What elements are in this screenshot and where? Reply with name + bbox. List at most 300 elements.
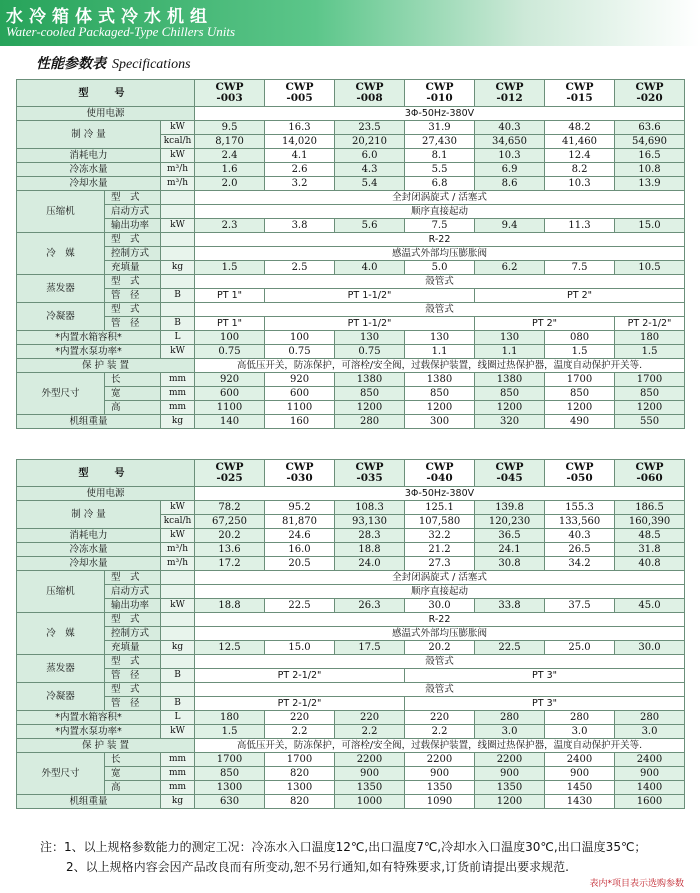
- sub-label: 型 式: [105, 613, 161, 627]
- value-cell: 1700: [265, 753, 335, 767]
- model-code: -025: [216, 472, 243, 484]
- value-cell: 2.0: [195, 177, 265, 191]
- value-cell: 0.75: [195, 345, 265, 359]
- section-label: 压缩机: [17, 571, 105, 613]
- value-cell: 080: [545, 331, 615, 345]
- unit-cell: [161, 233, 195, 247]
- value-cell: 850: [335, 387, 405, 401]
- model-name: CWP: [495, 81, 524, 93]
- value-cell: 186.5: [615, 501, 685, 515]
- spec-row: [17, 711, 685, 725]
- value-cell: 34,650: [475, 135, 545, 149]
- value-cell: 820: [265, 767, 335, 781]
- spec-row: [17, 683, 685, 697]
- unit-cell: mm: [161, 753, 195, 767]
- value-cell: 1350: [405, 781, 475, 795]
- model-code: -015: [566, 92, 593, 104]
- model-label: 型 号: [17, 80, 195, 107]
- value-cell: 31.9: [405, 121, 475, 135]
- value-cell: 2.5: [265, 261, 335, 275]
- value-cell: 48.5: [615, 529, 685, 543]
- value-cell: 850: [195, 767, 265, 781]
- group-value: PT 2": [475, 289, 685, 303]
- value-cell: 2200: [335, 753, 405, 767]
- value-cell: 16.3: [265, 121, 335, 135]
- unit-cell: kcal/h: [161, 515, 195, 529]
- spec-row: [17, 261, 685, 275]
- value-cell: 1100: [195, 401, 265, 415]
- value-cell: 20.2: [195, 529, 265, 543]
- value-cell: 63.6: [615, 121, 685, 135]
- value-cell: 125.1: [405, 501, 475, 515]
- value-cell: 7.5: [545, 261, 615, 275]
- group-value: PT 2-1/2": [615, 317, 685, 331]
- model-cell: [615, 80, 685, 107]
- value-cell: 220: [405, 711, 475, 725]
- value-cell: 0.75: [335, 345, 405, 359]
- unit-cell: [161, 613, 195, 627]
- model-label: 型 号: [17, 460, 195, 487]
- spec-row: [17, 401, 685, 415]
- value-cell: 31.8: [615, 543, 685, 557]
- value-cell: 1200: [475, 795, 545, 809]
- spec-row: [17, 599, 685, 613]
- unit-cell: kg: [161, 641, 195, 655]
- group-value: PT 2": [475, 317, 615, 331]
- sub-label: 控制方式: [105, 627, 161, 641]
- model-code: -045: [496, 472, 523, 484]
- model-code: -030: [286, 472, 313, 484]
- row-label: 使用电源: [17, 487, 195, 501]
- unit-cell: [161, 205, 195, 219]
- value-cell: 37.5: [545, 599, 615, 613]
- row-span-value: 顺序直接起动: [195, 205, 685, 219]
- sub-label: 长: [105, 373, 161, 387]
- spec-row: [17, 697, 685, 711]
- value-cell: 9.4: [475, 219, 545, 233]
- sub-label: 宽: [105, 767, 161, 781]
- spec-row: [17, 725, 685, 739]
- spec-row: [17, 585, 685, 599]
- value-cell: 900: [335, 767, 405, 781]
- value-cell: 40.3: [475, 121, 545, 135]
- sub-label: 输出功率: [105, 599, 161, 613]
- value-cell: 0.75: [265, 345, 335, 359]
- row-label: 保 护 装 置: [17, 359, 195, 373]
- model-name: CWP: [215, 461, 244, 473]
- group-value: PT 2-1/2": [195, 669, 405, 683]
- value-cell: 2200: [475, 753, 545, 767]
- unit-cell: kg: [161, 261, 195, 275]
- value-cell: 20,210: [335, 135, 405, 149]
- value-cell: 9.5: [195, 121, 265, 135]
- spec-row: [17, 781, 685, 795]
- value-cell: 107,580: [405, 515, 475, 529]
- value-cell: 6.9: [475, 163, 545, 177]
- unit-cell: kW: [161, 501, 195, 515]
- model-name: CWP: [425, 461, 454, 473]
- value-cell: 490: [545, 415, 615, 429]
- value-cell: 130: [335, 331, 405, 345]
- row-label: 机组重量: [17, 415, 161, 429]
- value-cell: 155.3: [545, 501, 615, 515]
- value-cell: 24.1: [475, 543, 545, 557]
- row-span-value: 高低压开关，防冻保护，可溶栓/安全阀，过载保护装置，线圈过热保护器，温度自动保护开关等.: [195, 739, 685, 753]
- value-cell: 630: [195, 795, 265, 809]
- value-cell: 1.5: [195, 725, 265, 739]
- value-cell: 1200: [615, 401, 685, 415]
- spec-row: [17, 767, 685, 781]
- value-cell: 2.2: [265, 725, 335, 739]
- value-cell: 1400: [615, 781, 685, 795]
- unit-cell: mm: [161, 401, 195, 415]
- value-cell: 3.0: [475, 725, 545, 739]
- value-cell: 11.3: [545, 219, 615, 233]
- model-cell: [545, 460, 615, 487]
- model-code: -050: [566, 472, 593, 484]
- row-label: *内置水泵功率*: [17, 345, 161, 359]
- section-label: 冷凝器: [17, 303, 105, 331]
- value-cell: 600: [265, 387, 335, 401]
- sub-label: 充填量: [105, 261, 161, 275]
- value-cell: 850: [405, 387, 475, 401]
- value-cell: 24.0: [335, 557, 405, 571]
- spec-row: [17, 303, 685, 317]
- spec-row: [17, 501, 685, 515]
- spec-table-1: [16, 79, 685, 429]
- section-title-cn: 性能参数表: [36, 56, 106, 72]
- value-cell: 850: [475, 387, 545, 401]
- spec-row: [17, 571, 685, 585]
- spec-row: [17, 205, 685, 219]
- unit-cell: kW: [161, 529, 195, 543]
- value-cell: 100: [195, 331, 265, 345]
- unit-cell: mm: [161, 387, 195, 401]
- unit-cell: [161, 585, 195, 599]
- model-name: CWP: [215, 81, 244, 93]
- value-cell: 1.1: [405, 345, 475, 359]
- unit-cell: [161, 683, 195, 697]
- spec-row: [17, 219, 685, 233]
- row-label: 冷冻水量: [17, 163, 161, 177]
- sub-label: 管 径: [105, 669, 161, 683]
- value-cell: 1.1: [475, 345, 545, 359]
- unit-cell: kW: [161, 345, 195, 359]
- spec-row: [17, 247, 685, 261]
- model-name: CWP: [565, 461, 594, 473]
- value-cell: 67,250: [195, 515, 265, 529]
- value-cell: 280: [615, 711, 685, 725]
- row-span-value: R-22: [195, 613, 685, 627]
- value-cell: 13.6: [195, 543, 265, 557]
- sub-label: 宽: [105, 387, 161, 401]
- unit-cell: B: [161, 317, 195, 331]
- value-cell: 12.4: [545, 149, 615, 163]
- value-cell: 17.2: [195, 557, 265, 571]
- row-label: 机组重量: [17, 795, 161, 809]
- model-cell: [335, 460, 405, 487]
- unit-cell: mm: [161, 767, 195, 781]
- value-cell: 2.4: [195, 149, 265, 163]
- value-cell: 180: [615, 331, 685, 345]
- sub-label: 型 式: [105, 275, 161, 289]
- sub-label: 长: [105, 753, 161, 767]
- value-cell: 13.9: [615, 177, 685, 191]
- value-cell: 2200: [405, 753, 475, 767]
- value-cell: 820: [265, 795, 335, 809]
- group-value: PT 1-1/2": [265, 289, 475, 303]
- spec-row: [17, 331, 685, 345]
- spec-row: [17, 387, 685, 401]
- row-span-value: 全封闭涡旋式 / 活塞式: [195, 571, 685, 585]
- value-cell: 550: [615, 415, 685, 429]
- footnote: 表内*项目表示选购参数: [589, 879, 684, 889]
- model-cell: [545, 80, 615, 107]
- value-cell: 4.0: [335, 261, 405, 275]
- value-cell: 34.2: [545, 557, 615, 571]
- value-cell: 1430: [545, 795, 615, 809]
- value-cell: 3.0: [615, 725, 685, 739]
- value-cell: 130: [405, 331, 475, 345]
- section-label: 冷 媒: [17, 613, 105, 655]
- row-label: *内置水箱容积*: [17, 711, 161, 725]
- value-cell: 108.3: [335, 501, 405, 515]
- sub-label: 高: [105, 781, 161, 795]
- value-cell: 280: [335, 415, 405, 429]
- value-cell: 1200: [405, 401, 475, 415]
- value-cell: 1.5: [195, 261, 265, 275]
- group-value: PT 1": [195, 289, 265, 303]
- value-cell: 26.3: [335, 599, 405, 613]
- spec-row: [17, 163, 685, 177]
- unit-cell: [161, 275, 195, 289]
- value-cell: 5.0: [405, 261, 475, 275]
- value-cell: 6.8: [405, 177, 475, 191]
- value-cell: 23.5: [335, 121, 405, 135]
- row-span-value: 殼管式: [195, 303, 685, 317]
- note-1: 注：1、以上规格参数能力的测定工况：冷冻水入口温度12℃,出口温度7℃,冷却水入口温度30℃,出口温度35℃；: [40, 840, 647, 854]
- value-cell: 1300: [195, 781, 265, 795]
- value-cell: 7.5: [405, 219, 475, 233]
- value-cell: 10.3: [475, 149, 545, 163]
- value-cell: 28.3: [335, 529, 405, 543]
- section-label: 蒸发器: [17, 655, 105, 683]
- value-cell: 920: [265, 373, 335, 387]
- value-cell: 1700: [195, 753, 265, 767]
- model-cell: [405, 460, 475, 487]
- value-cell: 41,460: [545, 135, 615, 149]
- section-label: 冷凝器: [17, 683, 105, 711]
- unit-cell: kg: [161, 795, 195, 809]
- value-cell: 40.8: [615, 557, 685, 571]
- sub-label: 启动方式: [105, 585, 161, 599]
- unit-cell: [161, 655, 195, 669]
- spec-row: [17, 557, 685, 571]
- value-cell: 280: [545, 711, 615, 725]
- model-name: CWP: [495, 461, 524, 473]
- spec-row: [17, 233, 685, 247]
- value-cell: 900: [475, 767, 545, 781]
- spec-row: [17, 795, 685, 809]
- sub-label: 型 式: [105, 303, 161, 317]
- spec-row: [17, 613, 685, 627]
- model-name: CWP: [355, 81, 384, 93]
- spec-row: [17, 177, 685, 191]
- value-cell: 130: [475, 331, 545, 345]
- model-code: -020: [636, 92, 663, 104]
- value-cell: 1380: [475, 373, 545, 387]
- model-name: CWP: [285, 81, 314, 93]
- value-cell: 30.8: [475, 557, 545, 571]
- value-cell: 180: [195, 711, 265, 725]
- value-cell: 30.0: [615, 641, 685, 655]
- value-cell: 27.3: [405, 557, 475, 571]
- spec-row: [17, 655, 685, 669]
- value-cell: 16.5: [615, 149, 685, 163]
- value-cell: 1700: [615, 373, 685, 387]
- unit-cell: kW: [161, 121, 195, 135]
- value-cell: 15.0: [615, 219, 685, 233]
- unit-cell: mm: [161, 373, 195, 387]
- spec-row: [17, 191, 685, 205]
- value-cell: 5.5: [405, 163, 475, 177]
- value-cell: 900: [615, 767, 685, 781]
- model-code: -012: [496, 92, 523, 104]
- section-label: 冷 媒: [17, 233, 105, 275]
- spec-row: [17, 317, 685, 331]
- unit-cell: B: [161, 289, 195, 303]
- value-cell: 95.2: [265, 501, 335, 515]
- value-cell: 48.2: [545, 121, 615, 135]
- page-title: 水冷箱体式冷水机组: [6, 7, 213, 27]
- unit-cell: L: [161, 711, 195, 725]
- section-title: [36, 53, 191, 73]
- value-cell: 4.3: [335, 163, 405, 177]
- value-cell: 20.5: [265, 557, 335, 571]
- value-cell: 220: [265, 711, 335, 725]
- unit-cell: kW: [161, 725, 195, 739]
- value-cell: 25.0: [545, 641, 615, 655]
- unit-cell: [161, 247, 195, 261]
- row-span-value: 全封闭涡旋式 / 活塞式: [195, 191, 685, 205]
- row-span-value: R-22: [195, 233, 685, 247]
- value-cell: 20.2: [405, 641, 475, 655]
- unit-cell: B: [161, 669, 195, 683]
- sub-label: 管 径: [105, 697, 161, 711]
- value-cell: 2.3: [195, 219, 265, 233]
- value-cell: 139.8: [475, 501, 545, 515]
- spec-row: [17, 275, 685, 289]
- value-cell: 850: [615, 387, 685, 401]
- value-cell: 160: [265, 415, 335, 429]
- model-cell: [195, 460, 265, 487]
- model-name: CWP: [635, 461, 664, 473]
- section-label: 外型尺寸: [17, 753, 105, 795]
- value-cell: 280: [475, 711, 545, 725]
- value-cell: 18.8: [195, 599, 265, 613]
- model-name: CWP: [635, 81, 664, 93]
- section-label: 蒸发器: [17, 275, 105, 303]
- spec-table-2-wrap: [16, 459, 684, 809]
- unit-cell: kW: [161, 599, 195, 613]
- sub-label: 输出功率: [105, 219, 161, 233]
- value-cell: 16.0: [265, 543, 335, 557]
- value-cell: 1380: [405, 373, 475, 387]
- value-cell: 5.4: [335, 177, 405, 191]
- spec-row: [17, 487, 685, 501]
- value-cell: 21.2: [405, 543, 475, 557]
- sub-label: 管 径: [105, 289, 161, 303]
- row-span-value: 高低压开关，防冻保护，可溶栓/安全阀，过载保护装置，线圈过热保护器，温度自动保护开关等.: [195, 359, 685, 373]
- spec-table-1-wrap: [16, 79, 684, 429]
- model-cell: [195, 80, 265, 107]
- spec-row: [17, 641, 685, 655]
- model-row: [17, 460, 685, 487]
- spec-row: [17, 359, 685, 373]
- row-label: 制 冷 量: [17, 501, 161, 529]
- spec-row: [17, 543, 685, 557]
- unit-cell: kcal/h: [161, 135, 195, 149]
- model-code: -003: [216, 92, 243, 104]
- sub-label: 高: [105, 401, 161, 415]
- value-cell: 6.2: [475, 261, 545, 275]
- sub-label: 型 式: [105, 571, 161, 585]
- value-cell: 1350: [475, 781, 545, 795]
- value-cell: 1090: [405, 795, 475, 809]
- value-cell: 120,230: [475, 515, 545, 529]
- value-cell: 22.5: [265, 599, 335, 613]
- unit-cell: kW: [161, 219, 195, 233]
- value-cell: 1100: [265, 401, 335, 415]
- value-cell: 81,870: [265, 515, 335, 529]
- value-cell: 1200: [335, 401, 405, 415]
- model-name: CWP: [565, 81, 594, 93]
- model-cell: [335, 80, 405, 107]
- sub-label: 型 式: [105, 683, 161, 697]
- row-label: 冷却水量: [17, 557, 161, 571]
- value-cell: 6.0: [335, 149, 405, 163]
- group-value: PT 3": [405, 669, 685, 683]
- unit-cell: m³/h: [161, 163, 195, 177]
- row-span-value: 殼管式: [195, 683, 685, 697]
- spec-row: [17, 415, 685, 429]
- model-cell: [265, 80, 335, 107]
- model-code: -008: [356, 92, 383, 104]
- unit-cell: B: [161, 697, 195, 711]
- unit-cell: m³/h: [161, 543, 195, 557]
- value-cell: 2400: [615, 753, 685, 767]
- spec-row: [17, 627, 685, 641]
- value-cell: 10.5: [615, 261, 685, 275]
- unit-cell: L: [161, 331, 195, 345]
- value-cell: 2.6: [265, 163, 335, 177]
- row-span-value: 殼管式: [195, 655, 685, 669]
- value-cell: 54,690: [615, 135, 685, 149]
- unit-cell: kg: [161, 415, 195, 429]
- value-cell: 140: [195, 415, 265, 429]
- spec-table-2: [16, 459, 685, 809]
- model-cell: [475, 80, 545, 107]
- note-2: 2、以上规格内容会因产品改良而有所变动,恕不另行通知,如有特殊要求,订货前请提出要求规范.: [66, 860, 569, 874]
- value-cell: 36.5: [475, 529, 545, 543]
- value-cell: 30.0: [405, 599, 475, 613]
- spec-row: [17, 669, 685, 683]
- value-cell: 93,130: [335, 515, 405, 529]
- model-name: CWP: [425, 81, 454, 93]
- row-span-value: 感温式外部均压膨胀阀: [195, 247, 685, 261]
- sub-label: 管 径: [105, 317, 161, 331]
- group-value: PT 3": [405, 697, 685, 711]
